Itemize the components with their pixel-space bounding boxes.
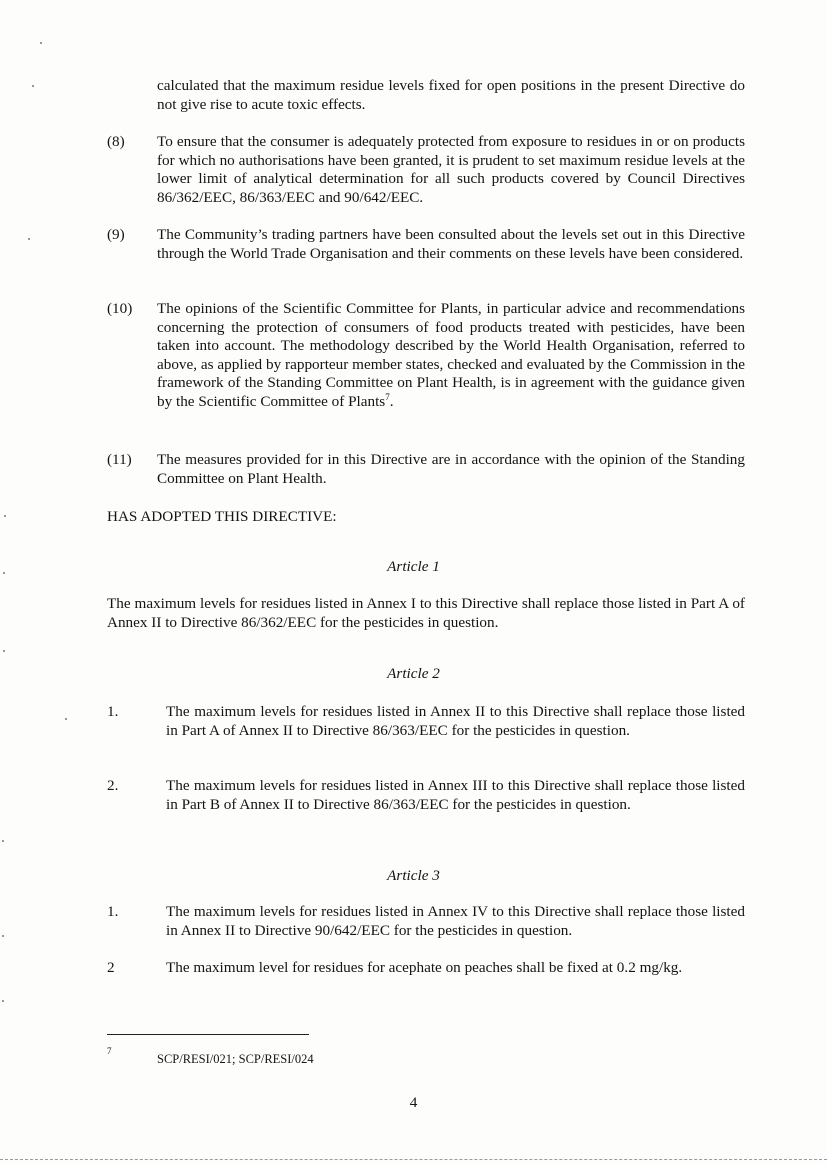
scan-speck (4, 515, 6, 517)
recital-9-text: The Community’s trading partners have been consulted about the levels set out in this Directive through the World Trade Organisation and their comments on these levels have been considered. (157, 226, 745, 262)
scan-edge-line (0, 1159, 827, 1161)
scan-speck (3, 650, 5, 652)
footnote-marker: 7 (107, 1046, 112, 1056)
footnote-divider (107, 1034, 309, 1035)
article-1-body: The maximum levels for residues listed in Annex I to this Directive shall replace those listed in Part A of Annex II to Directive 86/362/EEC for the pesticides in question. (107, 595, 745, 631)
article-3-item-1-number: 1. (107, 903, 119, 920)
recital-8-number: (8) (107, 133, 125, 150)
article-2-item-1-number: 1. (107, 703, 119, 720)
article-2-heading: Article 2 (387, 665, 440, 682)
recital-10-number: (10) (107, 300, 133, 317)
scan-speck (40, 42, 42, 44)
recital-7-continuation: calculated that the maximum residue levels fixed for open positions in the present Directive do not give rise to acute toxic effects. (157, 77, 745, 113)
recital-10-end: . (389, 392, 394, 410)
scan-speck (32, 85, 34, 87)
recital-11-number: (11) (107, 451, 132, 468)
page-number: 4 (409, 1094, 418, 1111)
article-3-item-1-text: The maximum levels for residues listed in Annex IV to this Directive shall replace those listed in Annex II to Directive 90/642/EEC for the pesticides in question. (166, 903, 745, 939)
recital-11-text: The measures provided for in this Directive are in accordance with the opinion of the Standing Committee on Plant Health. (157, 451, 745, 487)
adoption-statement: HAS ADOPTED THIS DIRECTIVE: (107, 508, 337, 525)
article-2-item-2-number: 2. (107, 777, 119, 794)
article-2-item-1-text: The maximum levels for residues listed in Annex II to this Directive shall replace those listed in Part A of Annex II to Directive 86/363/EEC for the pesticides in question. (166, 703, 745, 739)
recital-9-number: (9) (107, 226, 125, 243)
recital-10-text (157, 300, 745, 411)
scan-speck (28, 238, 30, 240)
scan-speck (2, 840, 4, 842)
footnote-text: SCP/RESI/021; SCP/RESI/024 (157, 1052, 314, 1066)
scan-speck (3, 572, 5, 574)
article-3-heading: Article 3 (387, 867, 440, 884)
scan-speck (2, 1000, 4, 1002)
article-2-item-2-text: The maximum levels for residues listed in Annex III to this Directive shall replace those listed in Part B of Annex II to Directive 86/363/EEC for the pesticides in question. (166, 777, 745, 813)
recital-10-body: The opinions of the Scientific Committee for Plants, in particular advice and recommendations concerning the protection of consumers of food products treated with pesticides, have been taken into account. The methodology described by the World Health Organisation, referred to above, as applied by rapporteur member states, checked and evaluated by the Commission in the framework of the Standing Committee on Plant Health, is in agreement with the guidance given by the Scientific Committee of Plants (157, 300, 745, 410)
scan-speck (65, 718, 67, 720)
footnote-reference: 7 (385, 391, 390, 402)
article-1-heading: Article 1 (387, 558, 440, 575)
article-3-item-2-text: The maximum level for residues for acephate on peaches shall be fixed at 0.2 mg/kg. (166, 959, 683, 976)
scan-speck (2, 935, 4, 937)
recital-8-text: To ensure that the consumer is adequately protected from exposure to residues in or on products for which no authorisations have been granted, it is prudent to set maximum residue levels at the lower limit of analytical determination for all such products covered by Council Directives 86/362/EEC, 86/363/EEC and 90/642/EEC. (157, 133, 745, 206)
article-3-item-2-number: 2 (107, 959, 115, 976)
